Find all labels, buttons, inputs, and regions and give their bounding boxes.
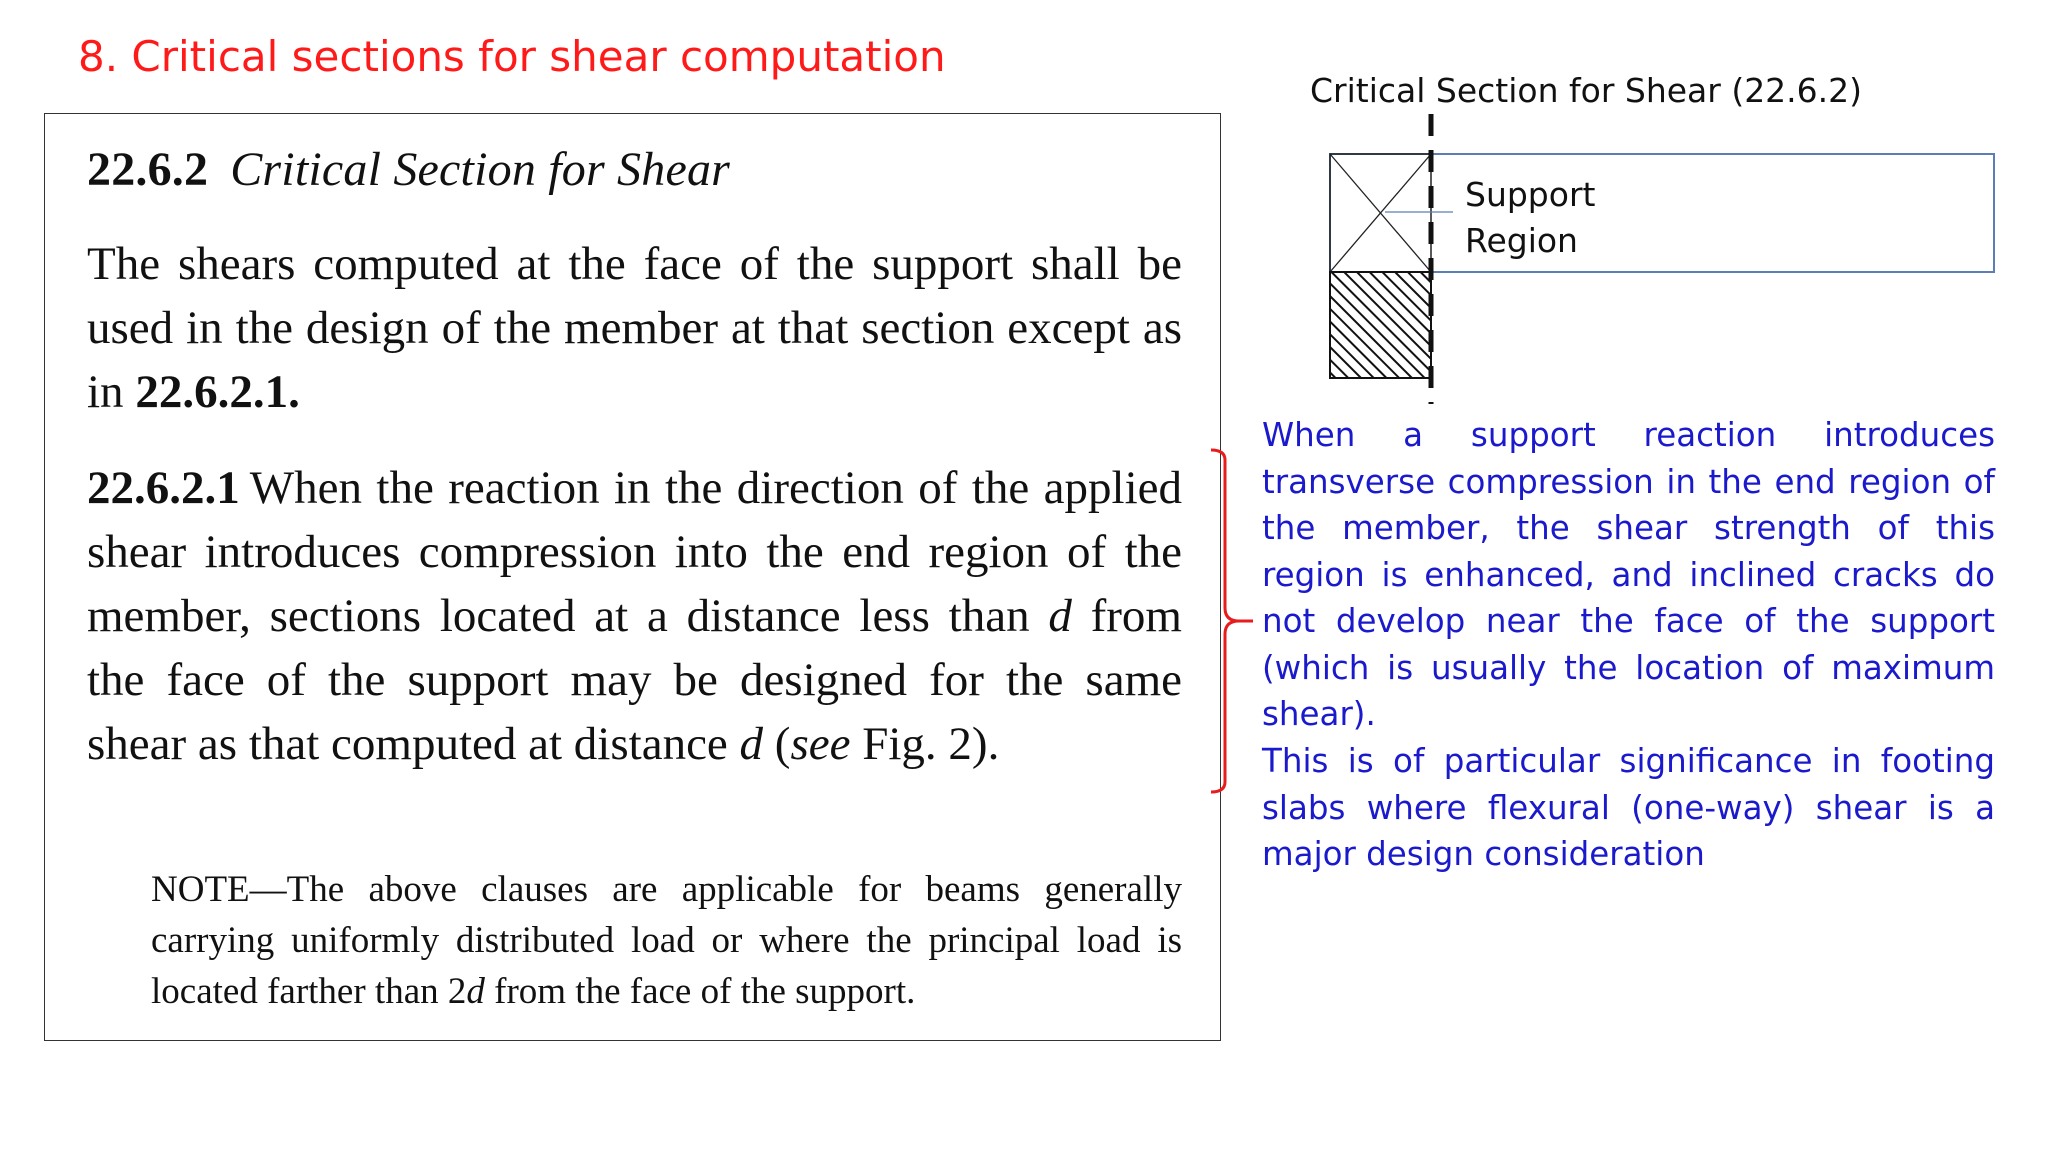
figure-caption: Critical Section for Shear (22.6.2) [1310,71,1863,110]
note-text-1: NOTE—The above clauses are applicable for beams generally carrying uniformly distributed load or where the principal load is located farther than 2 [151,869,1182,1012]
explanation-paragraph-1: When a support reaction introduces transverse compression in the end region of the member, the shear strength of this region is enhanced, and inclined cracks do not develop near the face of the support (which is usually the location of maximum shear). [1262,416,1995,733]
red-brace-icon [1205,448,1255,794]
support-label-line: Support [1465,175,1596,214]
note-text-2: from the face of the support. [484,971,916,1012]
clause-title: Critical Section for Shear [230,143,731,196]
support-region-label [1465,172,1595,264]
clause-number: 22.6.2 [87,143,209,196]
support-column [1330,272,1431,378]
sub-clause-text-4: Fig. 2). [850,718,1000,770]
clause-paragraph-text: The shears computed at the face of the support shall be used in the design of the member at that section except as in [87,238,1182,418]
variable-d: d [466,971,485,1012]
sub-clause-text-2: from the face of the support may be designed for the same shear as that computed at distance [87,590,1182,770]
see-reference: see [790,718,851,770]
critical-section-diagram [1310,112,2010,412]
clause-heading [87,142,730,197]
sub-clause-number: 22.6.2.1 [87,462,240,514]
sub-clause-paragraph [87,456,1182,776]
region-label-line: Region [1465,221,1578,260]
code-extract-box [44,113,1221,1041]
clause-paragraph [87,232,1182,424]
explanation-paragraph-2: This is of particular significance in footing slabs where flexural (one-way) shear is a major design consideration [1262,742,1995,873]
sub-clause-text-3: ( [763,718,791,770]
variable-d: d [1048,590,1072,642]
clause-reference: 22.6.2.1. [135,366,300,418]
code-note [151,864,1182,1017]
variable-d: d [739,718,764,770]
sub-clause-text-1: When the reaction in the direction of the applied shear introduces compression into the end region of the member, sections located at a distance less than [87,462,1182,642]
slide-title: 8. Critical sections for shear computation [78,32,946,81]
